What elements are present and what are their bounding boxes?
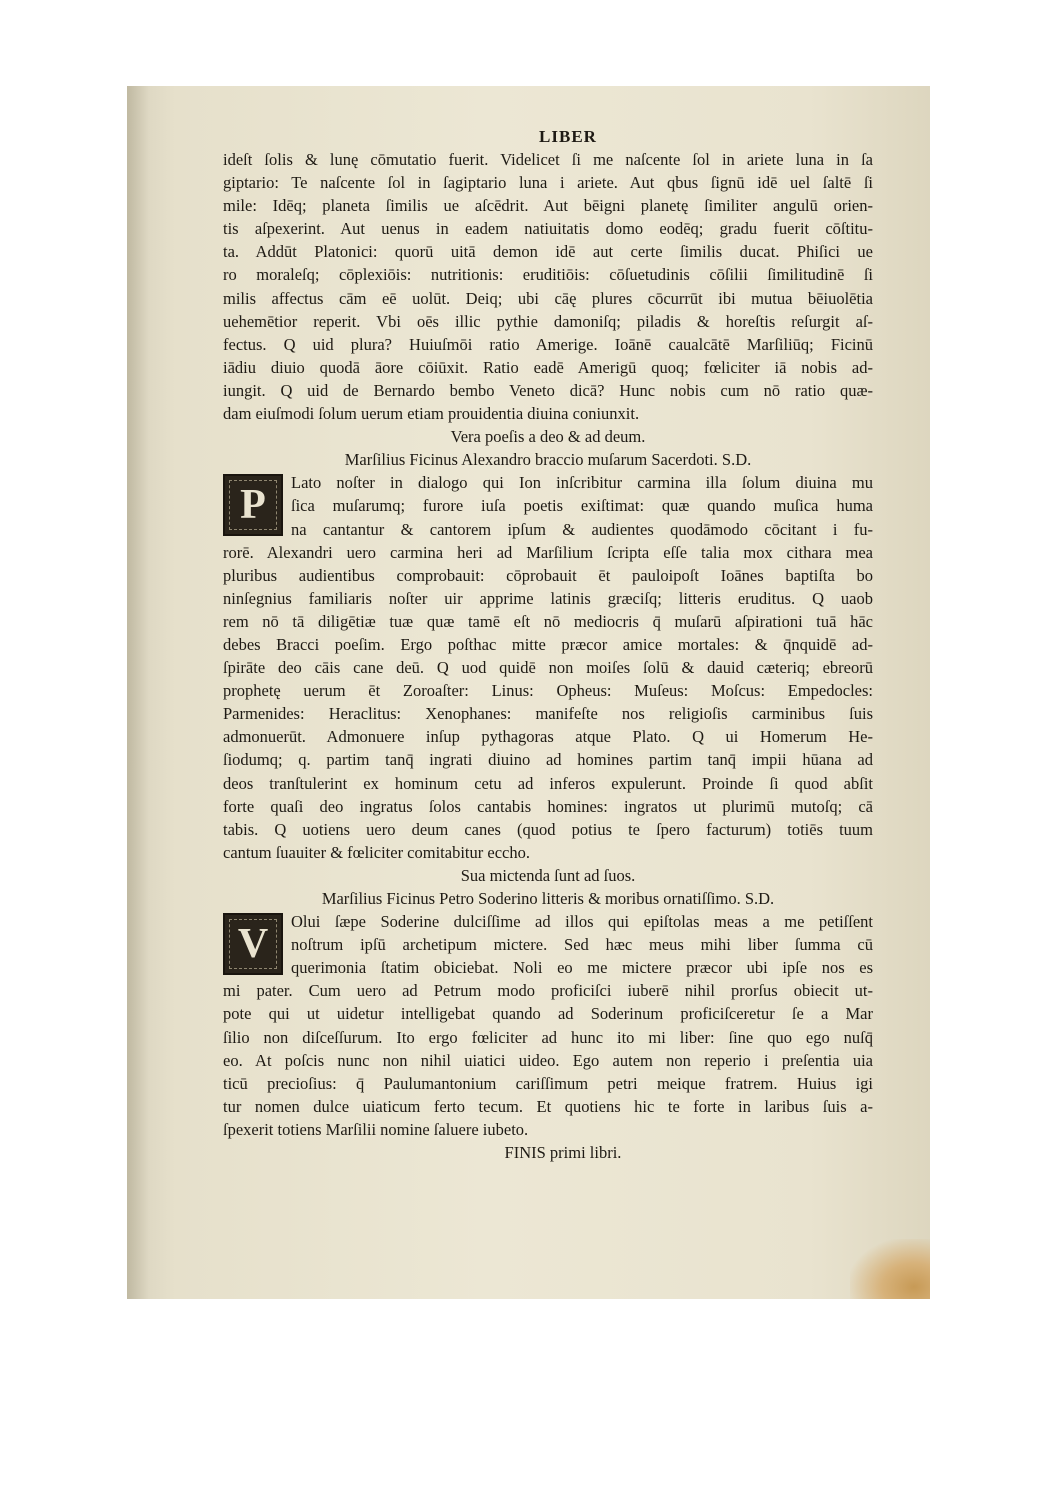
text-line: eo. At poſcis nunc non nihil uiatici uideo. Ego autem non reperio i preſentia uia: [223, 1050, 873, 1070]
text-line: milis affectus cām eē uolūt. Deiq; ubi cāę plures cōcurrūt ibi mutua bēiuolētia: [223, 288, 873, 308]
salutation-alexandro: Marſilius Ficinus Alexandro braccio muſarum Sacerdoti. S.D.: [344, 450, 752, 470]
text-line: cantum ſuauiter & fœliciter comitabitur eccho.: [223, 842, 530, 862]
text-line: fectus. Q uid plura? Huiuſmōi ratio Amerige. Ioānē caualcātē Marſiliūq; Ficinū: [223, 334, 873, 354]
section-1: [223, 148, 873, 425]
drop-cap-letter: V: [237, 920, 269, 967]
text-line: forte quaſi deo ingratus ſolos cantabis homines: ingratos ut plurimū mutoſq; cā: [223, 796, 873, 816]
text-line: Olui ſæpe Soderine dulciſſime ad illos qui epiſtolas meas a me petiſſent: [291, 912, 873, 932]
text-line: querimonia ſtatim obiciebat. Noli eo me mictere præcor ubi ipſe nos es: [291, 958, 873, 978]
text-line: pluribus audientibus comprobauit: cōprobauit ēt pauloipoſt Ioānes baptiſta bo: [223, 565, 873, 585]
text-line: ſiodumq; q. partim tanq̄ ingrati diuino ad homines partim tanq̄ impii hūana ad: [223, 750, 873, 770]
text-line: na cantantur & cantorem ipſum & audientes quodāmodo cōcitant i fu-: [291, 519, 873, 539]
drop-cap-v: [223, 913, 283, 975]
text-line: ſilio non diſceſſurum. Ito ergo fœliciter ad hunc ito mi liber: ſine quo ego nuſq̄: [223, 1027, 873, 1047]
text-line: ſpexerit totiens Marſilii nomine ſaluere iubeto.: [223, 1119, 529, 1139]
drop-cap-ornament: [229, 919, 277, 969]
text-line: deos tranſtulerint ex hominum cetu ad inferos expulerunt. Proinde ſi quod abſit: [223, 773, 873, 793]
text-line: ninſegnius familiaris noſter uir apprime latinis græciſq; litteris eruditus. Q uaob: [223, 588, 873, 608]
heading-sua-mictenda: Sua mictenda ſunt ad ſuos.: [460, 865, 636, 885]
letter-1-body: [223, 471, 873, 864]
paper-stain: [850, 1239, 930, 1299]
text-line: ta. Addūt Platonici: quorū uitā demon idē aut certe ſimilis ducat. Phiſici ue: [223, 242, 873, 262]
section-3: [223, 910, 873, 1141]
book-page-scan: [127, 86, 930, 1299]
text-line: Parmenides: Heraclitus: Xenophanes: manifeſte nos religioſis carminibus ſuis: [223, 704, 873, 724]
text-line: ſica muſarumq; furore iuſa poetis exiſtimat: quæ quando muſica huma: [291, 496, 873, 516]
text-line: pote qui ut uidetur intelligebat quando ad Soderinum proficiſceretur ſe a Mar: [223, 1004, 873, 1024]
text-line: iungit. Q uid de Bernardo bembo Veneto dicā? Hunc nobis cum nō ratio quæ-: [223, 380, 873, 400]
text-line: tabis. Q uotiens uero deum canes (quod potius te ſpero facturum) totiēs tuum: [223, 819, 873, 839]
text-line: prophetę uerum ēt Zoroaſter: Linus: Opheus: Muſeus: Moſcus: Empedocles:: [223, 681, 873, 701]
text-line: uehemētior reperit. Vbi oēs illic pythie damoniſq; piladis & horeſtis reſurgit aſ-: [223, 311, 873, 331]
finis-line: FINIS primi libri.: [504, 1143, 622, 1163]
text-line: dam eiuſmodi ſolum uerum etiam prouidentia diuina coniunxit.: [223, 404, 640, 424]
drop-cap-letter: P: [240, 481, 266, 528]
text-line: ticū precioſius: q̄ Paulumantonium cariſſimum petri meique fratrem. Huius igi: [223, 1073, 873, 1093]
text-line: ſpirāte deo cāis cane deū. Q uod quidē non moiſes ſolū & dauid cæteriq; ebreorū: [223, 658, 873, 678]
text-line: noſtrum ipſū archetipum mictere. Sed hæc meus mihi liber ſumma cū: [291, 935, 873, 955]
text-line: mile: Idēq; planeta ſimilis ue aſcēdrit. Aut bēigni planetę ſimiliter angulū orien-: [223, 196, 873, 216]
section-2: [223, 471, 873, 864]
salutation-petro: Marſilius Ficinus Petro Soderino litteris & moribus ornatiſſimo. S.D.: [321, 889, 775, 908]
text-line: mi pater. Cum uero ad Petrum modo proficiſci iuberē nihil prorſus obiecit ut-: [223, 981, 873, 1001]
text-line: ro moraleſq; cōplexiōis: nutritionis: eruditiōis: cōſuetudinis cōſilii ſimilitudinē ſi: [223, 265, 873, 285]
text-line: tis aſpexerint. Aut uenus in eadem natiuitatis domo eodēq; gradu fuerit cōſtitu-: [223, 219, 873, 239]
text-line: rem nō tā diligētiæ tuæ quæ tamē eſt nō mediocris q̄ muſarū aſpirationi tuā hāc: [223, 611, 873, 631]
text-line: rorē. Alexandri uero carmina heri ad Marſilium ſcripta eſſe talia mox cithara mea: [223, 542, 873, 562]
text-line: tur nomen dulce uiaticum ferto tecum. Et quotiens hic te forte in laribus ſuis a-: [223, 1096, 873, 1116]
drop-cap-p: [223, 474, 283, 536]
letter-2-body: [223, 910, 873, 1141]
text-line: debes Bracci poeſim. Ergo poſthac mitte præcor amice mortales: & q̄nquidē ad-: [223, 634, 873, 654]
running-head: LIBER: [539, 127, 597, 146]
heading-vera-poesis: Vera poeſis a deo & ad deum.: [450, 427, 646, 447]
text-line: Lato noſter in dialogo qui Ion inſcribitur carmina illa ſolum diuina mu: [291, 473, 873, 493]
text-line: admonuerūt. Admonuere inſup pythagoras atque Plato. Q ui Homerum He-: [223, 727, 873, 747]
text-line: iādiu diuio quodā āore cōiūxit. Ratio eadē Amerigū quoq; fœliciter iā nobis ad-: [223, 357, 873, 377]
text-line: ideſt ſolis & lunę cōmutatio fuerit. Videlicet ſi me naſcente ſol in ariete luna in ſa: [223, 150, 873, 169]
text-block: [223, 126, 873, 1165]
text-line: giptario: Te naſcente ſol in ſagiptario luna i ariete. Aut qbus ſignū idē uel ſaltē ſi: [223, 173, 873, 193]
drop-cap-ornament: [229, 480, 277, 530]
